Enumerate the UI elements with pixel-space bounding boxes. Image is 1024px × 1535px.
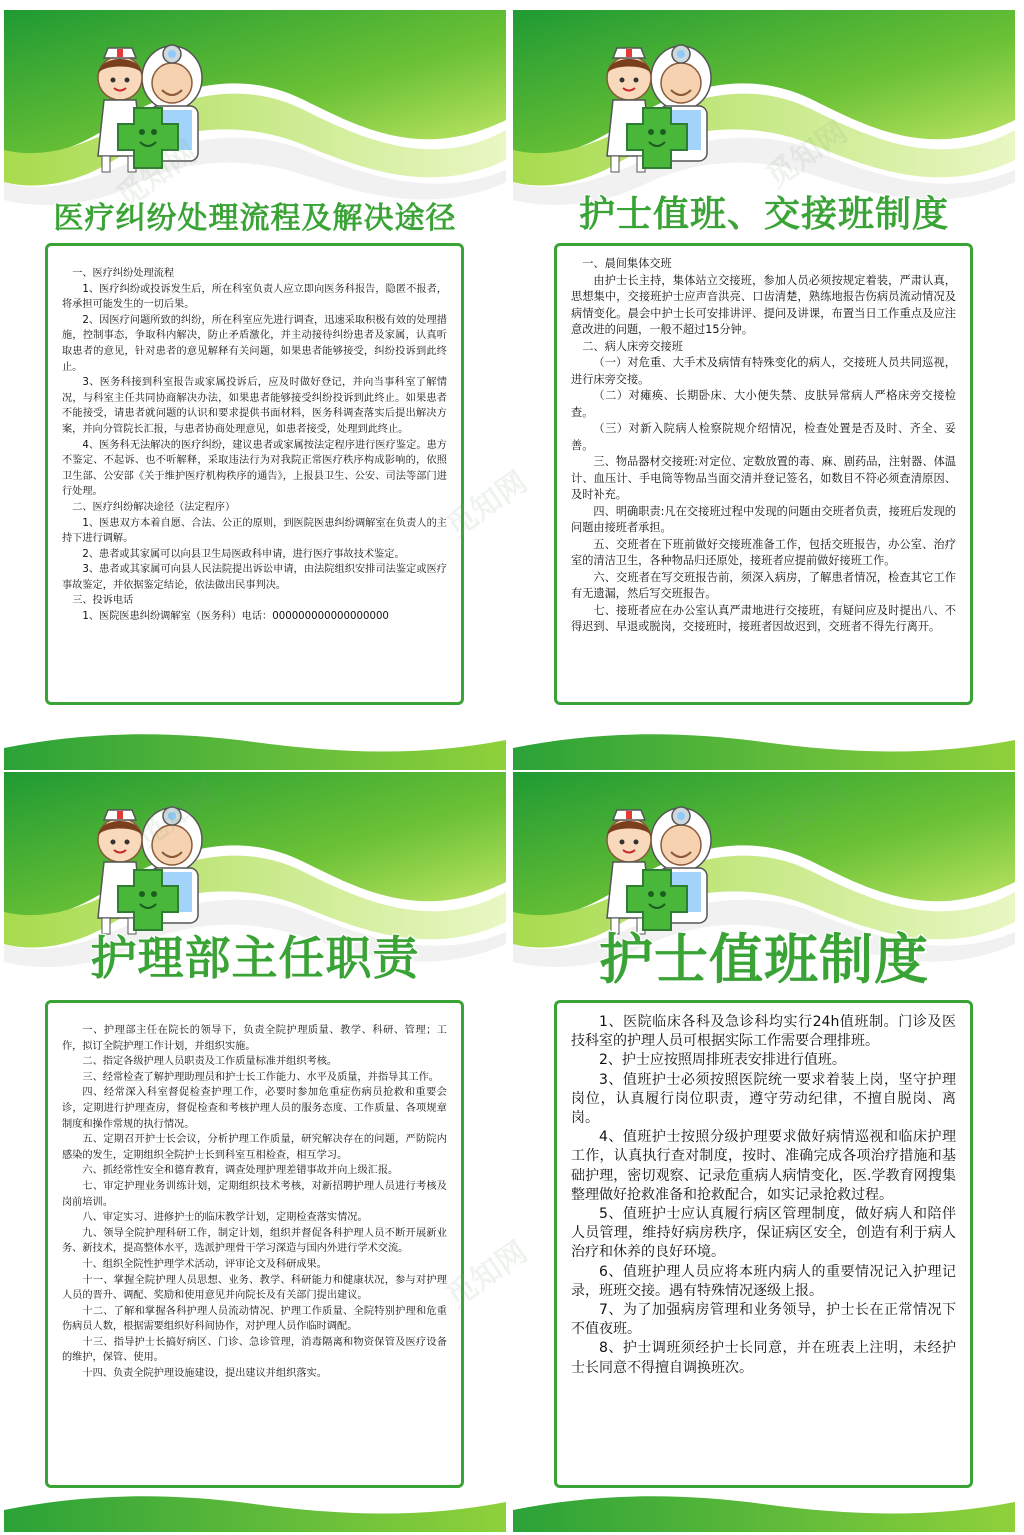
paragraph: 8、护士调班须经护士长同意，并在班表上注明，未经护士长同意不得擅自调换班次。: [571, 1340, 956, 1376]
paragraph: 一、医疗纠纷处理流程: [72, 268, 175, 279]
panel-title: 护士值班、交接班制度: [578, 194, 949, 235]
paragraph: 十、组织全院性护理学术活动，评审论文及科研成果。: [82, 1258, 327, 1270]
paragraph: 四、明确职责:凡在交接班过程中发现的问题由交班者负责，接班后发现的问题由接班者承担。: [571, 504, 956, 534]
paragraph: 七、审定护理业务训练计划，定期组织技术考核，对新招聘护理人员进行考核及岗前培训。: [62, 1180, 447, 1208]
paragraph: 三、经常检查了解护理助理员和护士长工作能力、水平及质量，并指导其工作。: [82, 1071, 439, 1083]
paragraph: 3、医务科接到科室报告或家属投诉后，应及时做好登记，并向当事科室了解情况，与科室主任共同协商解决办法，如果患者能够接受纠纷投诉到此终止。如果患者不能接受，请患者就问题的认识和要求提供书面材料，医务科调查落实后提出解决方案，并向分管院长汇报，与患者协商处理意见，如患者接受，处理到此终止。: [62, 377, 447, 435]
paragraph: 五、交班者在下班前做好交接班准备工作，包括交班报告，办公室、治疗室的清洁卫生，各种物品归还原处，接班者应提前做好接班工作。: [571, 537, 956, 567]
nurse-doctor-illustration: [84, 790, 224, 940]
paragraph: 一、护理部主任在院长的领导下，负责全院护理质量、教学、科研、管理；工作，拟订全院护理工作计划，并组织实施。: [62, 1025, 447, 1052]
nurse-doctor-illustration: [84, 28, 224, 178]
paragraph: 1、医院临床各科及急诊科均实行24h值班制。门诊及医技科室的护理人员可根据实际工作需要合理排班。: [571, 1014, 956, 1050]
paragraph: 4、值班护士按照分级护理要求做好病情巡视和临床护理工作，认真执行查对制度，按时、准确完成各项治疗措施和基础护理，密切观察、记录危重病人病情变化，医.学教育网搜集整理做好抢救准备和抢救配合，如实记录抢救过程。: [571, 1129, 956, 1203]
paragraph: 2、患者或其家属可以向县卫生局医政科申请，进行医疗事故技术鉴定。: [82, 548, 405, 560]
paragraph: 二、医疗纠纷解决途径（法定程序）: [72, 501, 236, 513]
panel-medical-dispute: [4, 10, 506, 770]
paragraph: 八、审定实习、进修护士的临床教学计划，定期检查落实情况。: [82, 1212, 368, 1224]
paragraph: 7、为了加强病房管理和业务领导，护士长在正常情况下不值夜班。: [571, 1302, 956, 1338]
paragraph: 6、值班护理人员应将本班内病人的重要情况记入护理记录，班班交接。遇有特殊情况逐级上报。: [571, 1263, 956, 1299]
content-box: [45, 243, 464, 705]
paragraph: 1、医患双方本着自愿、合法、公正的原则，到医院医患纠纷调解室在负责人的主持下进行调解。: [62, 517, 447, 545]
paragraph: 3、值班护士必须按照医院统一要求着装上岗，坚守护理岗位，认真履行岗位职责，遵守劳动纪律，不擅自脱岗、离岗。: [571, 1071, 956, 1127]
paragraph: 三、物品器材交接班:对定位、定数放置的毒、麻、剧药品，注射器、体温计、血压计、手电筒等物品当面交清并登记签名，如数目不符必须查清原因、及时补充。: [571, 455, 956, 501]
paragraph: 1、医疗纠纷或投诉发生后，所在科室负责人应立即向医务科报告，隐匿不报者，将承担可能发生的一切后果。: [62, 283, 447, 311]
paragraph: 三、投诉电话: [72, 595, 134, 607]
panel-nurse-duty: [513, 772, 1015, 1532]
paragraph: 5、值班护士应认真履行病区管理制度，做好病人和陪伴人员管理，维持好病房秩序，保证病区安全，创造有利于病人治疗和休养的良好环境。: [571, 1206, 956, 1261]
paragraph: 1、医院医患纠纷调解室（医务科）电话：000000000000000000: [82, 611, 389, 623]
paragraph: 一、晨间集体交班: [582, 257, 672, 270]
paragraph: 2、因医疗问题所致的纠纷，所在科室应先进行调查，迅速采取积极有效的处理措施，控制事态，争取科内解决，防止矛盾激化，并主动接待纠纷患者及家属，认真听取患者的意见，针对患者的意见解释有关问题，如果患者能够接受，纠纷投诉到此终止。: [62, 314, 447, 373]
paragraph: 七、接班者应在办公室认真严肃地进行交接班，有疑问应及时提出八、不得迟到、早退或脱岗，交接班时，接班者因故迟到，交班者不得先行离开。: [571, 603, 956, 633]
panel-nursing-director: [4, 772, 506, 1532]
panel-nurse-handover: [513, 10, 1015, 770]
paragraph: （一）对危重、大手术及病情有特殊变化的病人，交接班人员共同巡视，进行床旁交接。: [571, 356, 956, 386]
content-box: [45, 1000, 464, 1488]
panel-title: 护士值班制度: [599, 928, 929, 991]
paragraph: 十四、负责全院护理设施建设，提出建议并组织落实。: [82, 1368, 327, 1380]
paragraph: 十三、指导护士长搞好病区、门诊、急诊管理，消毒隔离和物资保管及医疗设备的维护，保管、使用。: [62, 1336, 447, 1364]
paragraph: 二、指定各级护理人员职责及工作质量标准并组织考核。: [82, 1056, 338, 1068]
paragraph: 四、经常深入科室督促检查护理工作，必要时参加危重症伤病员抢救和重要会诊，定期进行护理查房，督促检查和考核护理人员的服务态度、工作质量、各项规章制度和操作常规的执行情况。: [62, 1087, 447, 1130]
content-box: [554, 1000, 973, 1488]
paragraph: 4、医务科无法解决的医疗纠纷，建议患者或家属按法定程序进行医疗鉴定。患方不鉴定、不起诉、也不听解释，采取违法行为对我院正常医疗秩序构成影响的，依照卫生部、公安部《关于维护医疗机构秩序的通告》，上报县卫生、公安、司法等部门进行处理。: [62, 439, 447, 498]
panel-title: 医疗纠纷处理流程及解决途径: [53, 201, 457, 236]
paragraph: 2、护士应按照周排班表安排进行值班。: [599, 1052, 846, 1069]
paragraph: 十二、了解和掌握各科护理人员流动情况、护理工作质量、全院特别护理和危重伤病员人数，根据需要组织好科间协作，对护理人员作临时调配。: [62, 1305, 447, 1333]
content-box: [554, 243, 973, 705]
paragraph: （二）对瘫痪、长期卧床、大小便失禁、皮肤异常病人严格床旁交接检查。: [571, 389, 956, 419]
paragraph: 3、患者或其家属可向县人民法院提出诉讼申请，由法院组织安排司法鉴定或医疗事故鉴定，并依据鉴定结论，依法做出民事判决。: [62, 564, 447, 591]
paragraph: 六、抓经常性安全和德育教育，调查处理护理差错事故并向上级汇报。: [82, 1165, 399, 1177]
paragraph: 十一、掌握全院护理人员思想、业务、教学、科研能力和健康状况，参与对护理人员的晋升、调配、奖励和使用意见并向院长及有关部门提出建议。: [62, 1274, 447, 1302]
paragraph: 九、领导全院护理科研工作，制定计划，组织并督促各科护理人员不断开展新业务、新技术，提高整体水平，选派护理骨干学习深造与国内外进行学术交流。: [62, 1227, 447, 1255]
paragraph: 六、交班者在写交班报告前，须深入病房，了解患者情况，检查其它工作有无遗漏，然后写交班报告。: [571, 570, 956, 600]
paragraph: 二、病人床旁交接班: [582, 339, 683, 353]
nurse-doctor-illustration: [593, 28, 733, 178]
panel-title: 护理部主任职责: [90, 931, 420, 985]
paragraph: 由护士长主持，集体站立交接班，参加人员必须按规定着装，严肃认真，思想集中，交接班护士应声音洪亮、口齿清楚，熟练地报告伤病员流动情况及病情变化。晨会中护士长可安排讲评、提问及讲课，布置当日工作重点及应注意改进的问题，一般不超过15分钟。: [571, 273, 956, 336]
paragraph: 五、定期召开护士长会议，分析护理工作质量，研究解决存在的问题，严防院内感染的发生，定期组织全院护士长到科室互相检查，相互学习。: [62, 1134, 447, 1161]
paragraph: （三）对新入院病人检察院规介绍情况，检查处置是否及时、齐全、妥善。: [571, 422, 956, 452]
